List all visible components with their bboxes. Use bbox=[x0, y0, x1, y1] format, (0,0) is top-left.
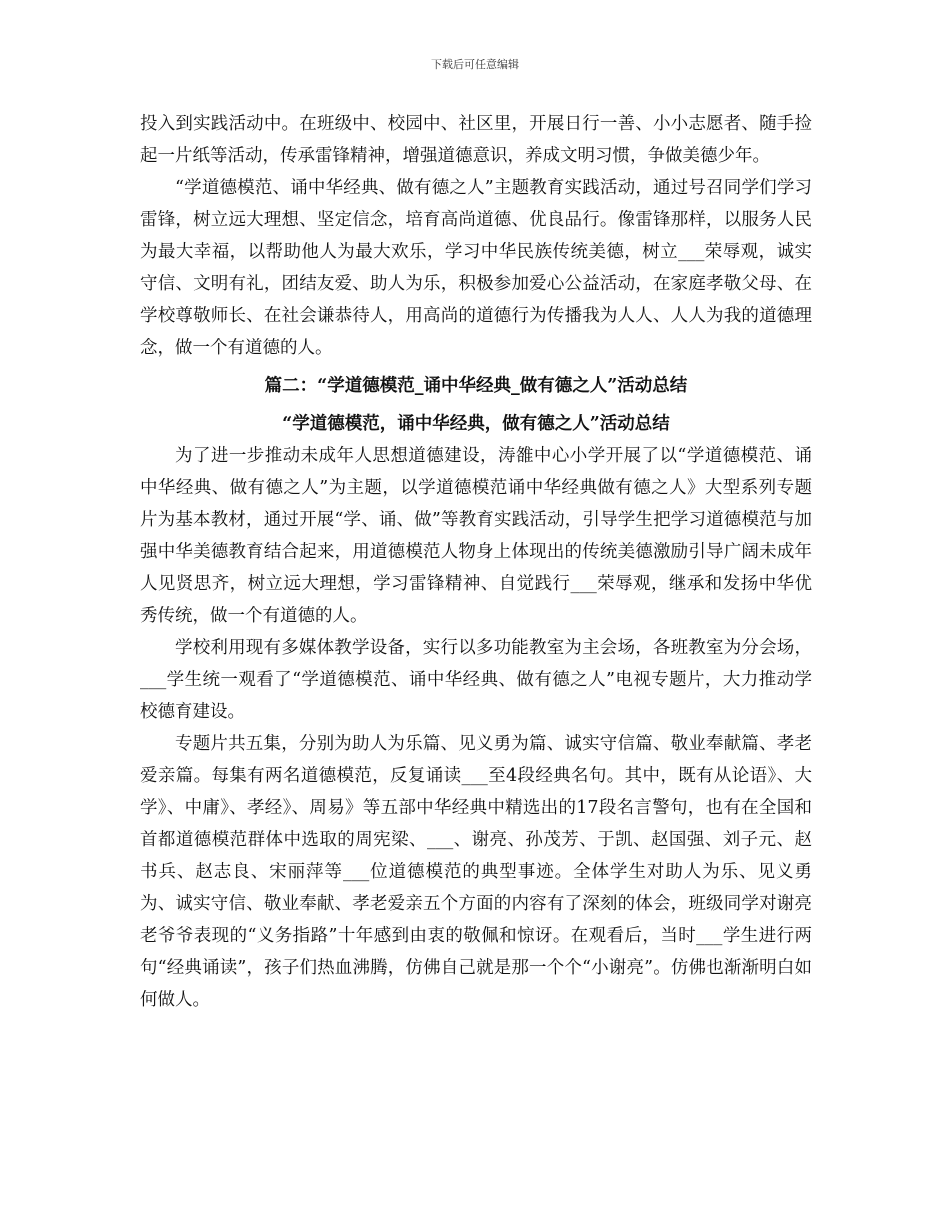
paragraph: “学道德模范、诵中华经典、做有德之人”主题教育实践活动，通过号召同学们学习雷锋，树立远大理想、坚定信念，培育高尚道德、优良品行。像雷锋那样，以服务人民为最大幸福，以帮助他人为最大欢乐，学习中华民族传统美德，树立___荣辱观，诚实守信、文明有礼，团结友爱、助人为乐，积极参加爱心公益活动，在家庭孝敬父母、在学校尊敬师长、在社会谦恭待人，用高尚的道德行为传播我为人人、人人为我的道德理念，做一个有道德的人。 bbox=[140, 178, 812, 358]
sub-title: “学道德模范，诵中华经典，做有德之人”活动总结 bbox=[282, 414, 670, 434]
paragraph: 投入到实践活动中。在班级中、校园中、社区里，开展日行一善、小小志愿者、随手捡起一片纸等活动，传承雷锋精神，增强道德意识，养成文明习惯，争做美德少年。 bbox=[140, 114, 812, 166]
section-title: 篇二：“学道德模范_诵中华经典_做有德之人”活动总结 bbox=[264, 376, 688, 396]
paragraph: 学校利用现有多媒体教学设备，实行以多功能教室为主会场，各班教室为分会场，___学生统一观看了“学道德模范、诵中华经典、做有德之人”电视专题片，大力推动学校德育建设。 bbox=[140, 638, 812, 722]
paragraph: 为了进一步推动未成年人思想道德建设，涛雒中心小学开展了以“学道德模范、诵中华经典、做有德之人”为主题，以学道德模范诵中华经典做有德之人》大型系列专题片为基本教材，通过开展“学、诵、做”等教育实践活动，引导学生把学习道德模范与加强中华美德教育结合起来，用道德模范人物身上体现出的传统美德激励引导广阔未成年人见贤思齐，树立远大理想，学习雷锋精神、自觉践行___荣辱观，继承和发扬中华优秀传统，做一个有道德的人。 bbox=[140, 446, 812, 626]
page-header: 下载后可任意编辑 bbox=[431, 58, 519, 71]
paragraph: 专题片共五集，分别为助人为乐篇、见义勇为篇、诚实守信篇、敬业奉献篇、孝老爱亲篇。每集有两名道德模范，反复诵读___至4段经典名句。其中，既有从论语》、大学》、中庸》、孝经》、周易》等五部中华经典中精选出的17段名言警句，也有在全国和首都道德模范群体中选取的周宪梁、___、谢亮、孙茂芳、于凯、赵国强、刘子元、赵书兵、赵志良、宋丽萍等___位道德模范的典型事迹。全体学生对助人为乐、见义勇为、诚实守信、敬业奉献、孝老爱亲五个方面的内容有了深刻的体会，班级同学对谢亮老爷爷表现的“义务指路”十年感到由衷的敬佩和惊讶。在观看后，当时___学生进行两句“经典诵读”，孩子们热血沸腾，仿佛自己就是那一个个“小谢亮”。仿佛也渐渐明白如何做人。 bbox=[140, 734, 812, 1010]
document-body bbox=[140, 108, 812, 1016]
